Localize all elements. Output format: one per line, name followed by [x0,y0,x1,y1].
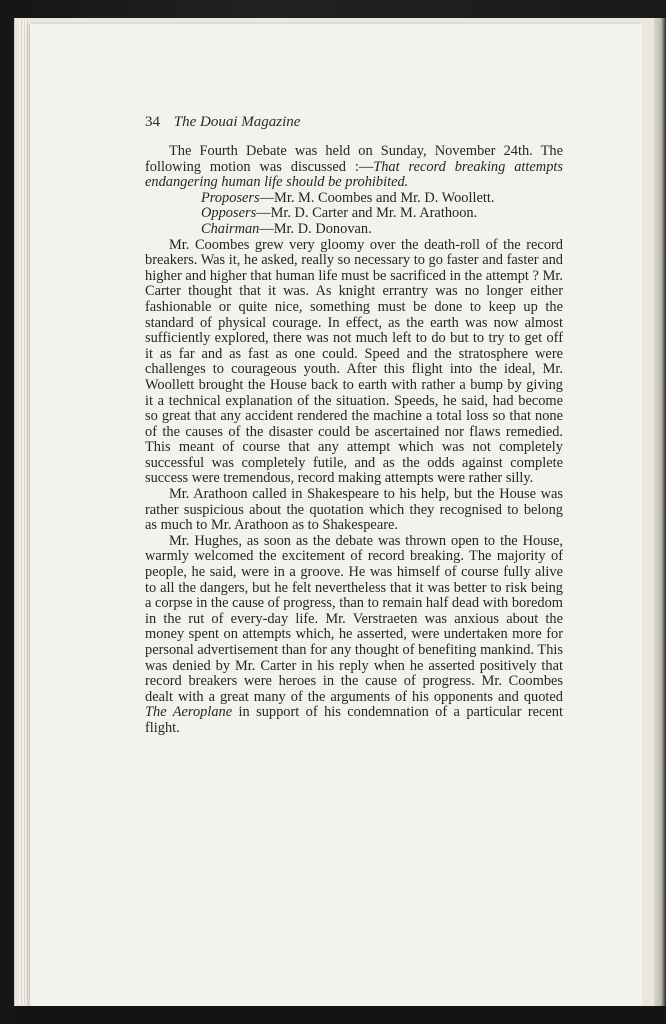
paragraph-3-text-before: Mr. Hughes, as soon as the debate was thrown open to the House, warmly welcomed the excitement of record breaking. The majority of people, he said, were in a groove. He was himself of course fully alive to all the dangers, but he felt nevertheless that it was better to risk being a corpse in the cause of progress, than to remain half dead with boredom in the rut of every-day life. Mr. Verstraeten was anxious about the money spent on attempts which, he asserted, were undertaken more for personal advertisement than for any thought of benefiting mankind. This was denied by Mr. Carter in his reply when he asserted positively that record breakers were heroes in the cause of progress. Mr. Coombes dealt with a great many of the arguments of his opponents and quoted [145,532,563,705]
book-bottom-edge [14,1006,666,1024]
publication-title: The Aeroplane [145,704,233,721]
intro-text: The Fourth Debate was held on Sunday, November 24th. The following motion was discussed :— [145,143,563,175]
book-right-edge [654,18,666,1006]
chairman-line [145,222,563,238]
intro-paragraph [145,144,563,191]
debate-paragraph-3 [145,534,563,737]
motion-text: That record breaking attempts endangering human life should be prohibited. [145,158,563,191]
opposers-line [145,206,563,222]
opposers-names: —Mr. D. Carter and Mr. M. Arathoon. [256,205,478,222]
debate-paragraph-2: Mr. Arathoon called in Shakespeare to his help, but the House was rather suspicious about the quotation which they recognised to belong as much to Mr. Arathoon as to Shakespeare. [145,486,563,534]
proposers-line [145,191,563,207]
page-header [145,114,300,131]
opposers-role: Opposers [201,205,257,222]
running-title: The Douai Magazine [173,114,301,130]
proposers-role: Proposers [201,189,260,206]
paragraph-3-text-after: in support of his condemnation of a particular recent flight. [145,704,564,736]
chairman-role: Chairman [201,220,260,237]
page-number: 34 [145,114,160,130]
debate-paragraph-1: Mr. Coombes grew very gloomy over the death-roll of the record breakers. Was it, he asked, really so necessary to go faster and faster and higher and higher that human life must be sacrificed in the attempt ? Mr. Carter thought that it was. As knight errantry was no longer either fashionable or quite nice, something must be done to keep up the standard of physical courage. In effect, as the earth was now almost sufficiently explored, there was not much left to do but to try to get off it as far and as fast as one could. Speed and the stratosphere were challenges to courageous youth. After this flight into the ideal, Mr. Woollett brought the House back to earth with rather a bump by giving it a technical explanation of the situation. Speeds, he said, had become so great that any accident rendered the machine a total loss so that none of the causes of the disaster could be ascertained nor flaws remedied. This meant of course that any attempt which was not completely successful was completely futile, and as the odds against complete success were tremendous, record making attempts were rather silly. [145,236,563,487]
proposers-names: —Mr. M. Coombes and Mr. D. Woollett. [259,189,495,206]
article-body [145,144,563,737]
chairman-names: —Mr. D. Donovan. [259,220,372,237]
